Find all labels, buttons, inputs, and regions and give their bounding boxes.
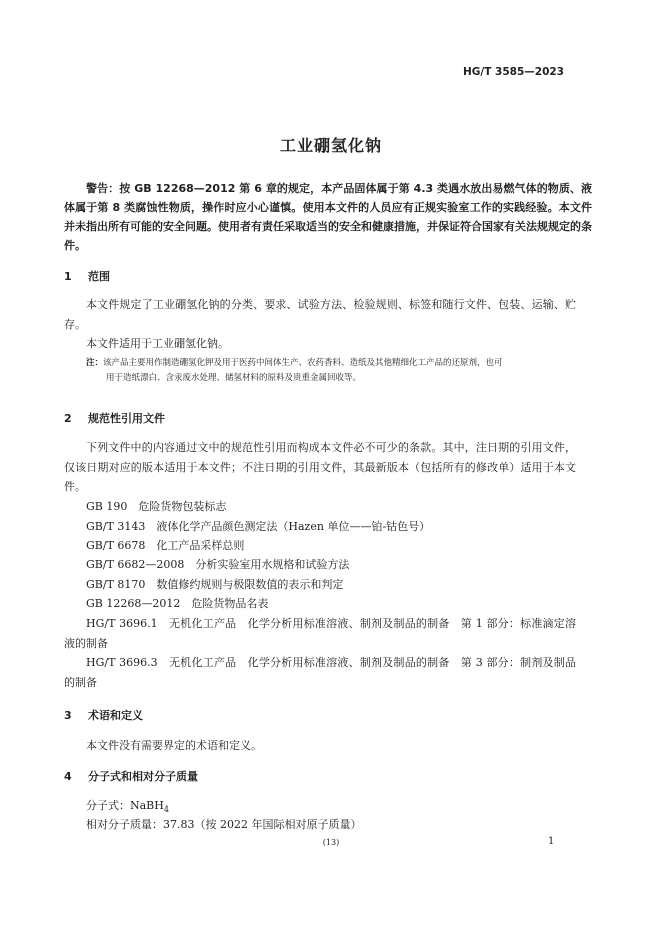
page-number: 1 xyxy=(548,836,555,847)
section-1-paragraph-2: 本文件适用于工业硼氢化钠。 xyxy=(86,337,229,350)
section-3-number: 3 xyxy=(64,709,72,722)
section-4-title: 分子式和相对分子质量 xyxy=(88,770,198,783)
section-1-heading xyxy=(64,268,110,284)
section-2-number: 2 xyxy=(64,412,72,425)
document-title: 工业硼氢化钠 xyxy=(279,136,382,155)
section-3-heading xyxy=(64,707,143,723)
inner-page-marker: (13) xyxy=(322,838,340,847)
section-3-title: 术语和定义 xyxy=(88,709,143,722)
reference-item: GB 190 危险货物包装标志 xyxy=(86,500,227,513)
reference-item: GB/T 6682—2008 分析实验室用水规格和试验方法 xyxy=(86,558,350,571)
section-4-number: 4 xyxy=(64,770,72,783)
section-2-intro: 下列文件中的内容通过文中的规范性引用而构成本文件必不可少的条款。其中，注日期的引用文件，仅该日期对应的版本适用于本文件；不注日期的引用文件，其最新版本（包括所有的修改单）适用于本文件。 xyxy=(64,441,576,493)
section-2-title: 规范性引用文件 xyxy=(88,412,165,425)
note-line-1: 该产品主要用作制造硼氢化钾及用于医药中间体生产、农药香料、造纸及其他精细化工产品的还原剂，也可 xyxy=(103,358,503,368)
reference-item: GB/T 6678 化工产品采样总则 xyxy=(86,539,245,552)
molecular-formula xyxy=(86,797,169,814)
section-1-paragraph-1: 本文件规定了工业硼氢化钠的分类、要求、试验方法、检验规则、标签和随行文件、包装、运输、贮存。 xyxy=(64,298,576,331)
formula-subscript: 4 xyxy=(163,805,169,815)
note-label: 注： xyxy=(86,358,104,368)
section-3-paragraph: 本文件没有需要界定的术语和定义。 xyxy=(86,739,262,752)
section-1-note xyxy=(86,356,570,386)
section-1-number: 1 xyxy=(64,270,72,283)
section-1-title: 范围 xyxy=(88,270,110,283)
reference-item: HG/T 3696.3 无机化工产品 化学分析用标准溶液、制剂及制品的制备 第 3 部分：制剂及制品的制备 xyxy=(64,656,576,689)
formula-main: NaBH xyxy=(130,799,164,812)
formula-label: 分子式： xyxy=(86,799,130,812)
section-2-heading xyxy=(64,410,165,426)
reference-item: GB/T 8170 数值修约规则与极限数值的表示和判定 xyxy=(86,578,344,591)
reference-item: GB/T 3143 液体化学产品颜色测定法（Hazen 单位——铂-钴色号） xyxy=(86,520,431,533)
reference-item: HG/T 3696.1 无机化工产品 化学分析用标准溶液、制剂及制品的制备 第 1 部分：标准滴定溶液的制备 xyxy=(64,617,576,650)
reference-item: GB 12268—2012 危险货物品名表 xyxy=(86,597,269,610)
molecular-mass: 相对分子质量：37.83（按 2022 年国际相对原子质量） xyxy=(86,818,362,831)
warning-paragraph: 警告：按 GB 12268—2012 第 6 章的规定，本产品固体属于第 4.3 类遇水放出易燃气体的物质、液体属于第 8 类腐蚀性物质，操作时应小心谨慎。使用本文件的人员应有正规实验室工作的实践经验。本文件并未指出所有可能的安全问题。使用者有责任采取适当的安全和健康措施，并保证符合国家有关法规规定的条件。 xyxy=(64,182,592,252)
document-code: HG/T 3585—2023 xyxy=(462,66,564,78)
note-line-2: 用于造纸漂白、含汞废水处理、储氢材料的原料及贵重金属回收等。 xyxy=(106,373,362,383)
section-4-heading xyxy=(64,768,198,784)
